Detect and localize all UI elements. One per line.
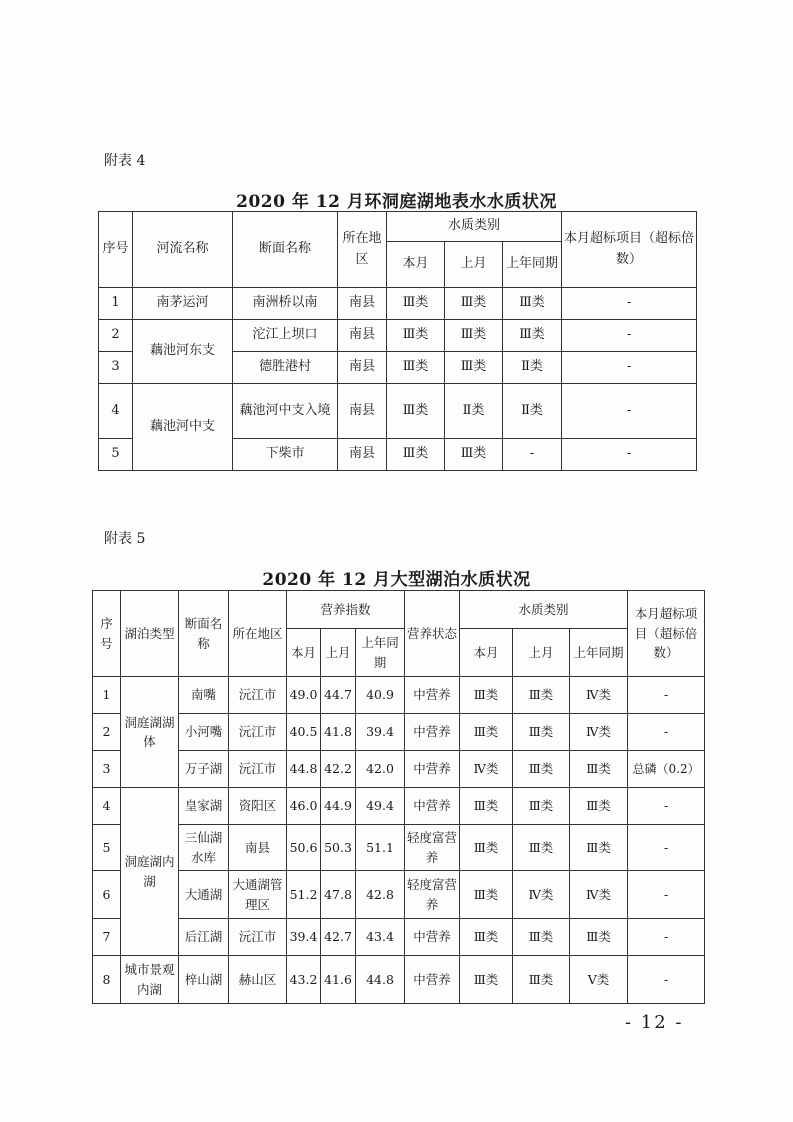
region-cell: 南县 [229, 825, 287, 871]
last-year-cell: Ⅱ类 [503, 352, 562, 384]
this-month-cell: Ⅲ类 [387, 288, 445, 320]
ti-this-cell: 40.5 [287, 714, 321, 751]
table-row [93, 751, 705, 788]
ti-year-cell: 40.9 [356, 677, 405, 714]
ti-last-cell: 41.8 [321, 714, 356, 751]
last-month-cell: Ⅲ类 [445, 288, 503, 320]
state-cell: 中营养 [405, 751, 460, 788]
header-trophic-index: 营养指数 [287, 591, 405, 629]
header-exceed: 本月超标项目（超标倍数） [562, 212, 697, 288]
q-last-cell: Ⅲ类 [513, 677, 570, 714]
state-cell: 轻度富营养 [405, 871, 460, 919]
section-cell: 沱江上坝口 [233, 320, 338, 352]
seq-cell: 1 [93, 677, 121, 714]
region-cell: 大通湖管理区 [229, 871, 287, 919]
q-this-cell: Ⅲ类 [460, 788, 513, 825]
q-this-cell: Ⅲ类 [460, 825, 513, 871]
section-cell: 皇家湖 [179, 788, 229, 825]
q-this-cell: Ⅲ类 [460, 956, 513, 1004]
section-cell: 小河嘴 [179, 714, 229, 751]
ti-this-cell: 39.4 [287, 919, 321, 956]
exceed-cell: - [628, 677, 705, 714]
section-cell: 藕池河中支入境 [233, 384, 338, 439]
q-year-cell: Ⅲ类 [570, 919, 628, 956]
seq-cell: 5 [99, 439, 133, 471]
table5-title: 2020 年 12 月大型湖泊水质状况 [262, 570, 531, 590]
state-cell: 中营养 [405, 919, 460, 956]
region-cell: 沅江市 [229, 919, 287, 956]
last-year-cell: Ⅲ类 [503, 288, 562, 320]
region-cell: 南县 [338, 288, 387, 320]
exceed-cell: - [562, 439, 697, 471]
q-last-cell: Ⅲ类 [513, 956, 570, 1004]
last-month-cell: Ⅲ类 [445, 439, 503, 471]
q-year-cell: Ⅳ类 [570, 714, 628, 751]
q-year-cell: Ⅲ类 [570, 788, 628, 825]
q-this-cell: Ⅲ类 [460, 871, 513, 919]
header-ti-this-month: 本月 [287, 629, 321, 677]
section-cell: 大通湖 [179, 871, 229, 919]
ti-last-cell: 47.8 [321, 871, 356, 919]
ti-this-cell: 50.6 [287, 825, 321, 871]
seq-cell: 3 [93, 751, 121, 788]
exceed-cell: - [562, 320, 697, 352]
ti-last-cell: 42.7 [321, 919, 356, 956]
last-month-cell: Ⅱ类 [445, 384, 503, 439]
region-cell: 南县 [338, 320, 387, 352]
exceed-cell: - [628, 919, 705, 956]
table5-header-row [93, 591, 705, 629]
ti-year-cell: 51.1 [356, 825, 405, 871]
q-last-cell: Ⅲ类 [513, 825, 570, 871]
q-last-cell: Ⅳ类 [513, 871, 570, 919]
ti-this-cell: 43.2 [287, 956, 321, 1004]
header-river: 河流名称 [133, 212, 233, 288]
region-cell: 沅江市 [229, 751, 287, 788]
header-q-last-month: 上月 [513, 629, 570, 677]
seq-cell: 2 [99, 320, 133, 352]
q-this-cell: Ⅲ类 [460, 677, 513, 714]
table-row [93, 871, 705, 919]
last-year-cell: Ⅱ类 [503, 384, 562, 439]
last-month-cell: Ⅲ类 [445, 352, 503, 384]
header-ti-last-year: 上年同期 [356, 629, 405, 677]
ti-this-cell: 51.2 [287, 871, 321, 919]
q-year-cell: Ⅳ类 [570, 677, 628, 714]
table-row [93, 677, 705, 714]
table5-label: 附表 5 [104, 531, 146, 547]
table-row [99, 288, 697, 320]
seq-cell: 7 [93, 919, 121, 956]
ti-this-cell: 44.8 [287, 751, 321, 788]
table-row [93, 788, 705, 825]
q-this-cell: Ⅲ类 [460, 714, 513, 751]
ti-this-cell: 46.0 [287, 788, 321, 825]
ti-last-cell: 44.7 [321, 677, 356, 714]
header-seq: 序号 [93, 591, 121, 677]
section-cell: 下柴市 [233, 439, 338, 471]
table-row [99, 320, 697, 352]
header-region: 所在地区 [229, 591, 287, 677]
header-region: 所在地区 [338, 212, 387, 288]
ti-last-cell: 42.2 [321, 751, 356, 788]
header-this-month: 本月 [387, 242, 445, 288]
exceed-cell: - [562, 384, 697, 439]
exceed-cell: 总磷（0.2） [628, 751, 705, 788]
last-year-cell: - [503, 439, 562, 471]
region-cell: 南县 [338, 352, 387, 384]
ti-year-cell: 39.4 [356, 714, 405, 751]
ti-year-cell: 42.8 [356, 871, 405, 919]
ti-year-cell: 42.0 [356, 751, 405, 788]
this-month-cell: Ⅲ类 [387, 352, 445, 384]
this-month-cell: Ⅲ类 [387, 439, 445, 471]
this-month-cell: Ⅲ类 [387, 320, 445, 352]
seq-cell: 4 [99, 384, 133, 439]
table4-title: 2020 年 12 月环洞庭湖地表水水质状况 [236, 192, 557, 212]
exceed-cell: - [562, 352, 697, 384]
header-section: 断面名称 [179, 591, 229, 677]
ti-year-cell: 44.8 [356, 956, 405, 1004]
header-ti-last-month: 上月 [321, 629, 356, 677]
state-cell: 轻度富营养 [405, 825, 460, 871]
region-cell: 沅江市 [229, 677, 287, 714]
section-cell: 梓山湖 [179, 956, 229, 1004]
exceed-cell: - [628, 871, 705, 919]
q-last-cell: Ⅲ类 [513, 714, 570, 751]
seq-cell: 5 [93, 825, 121, 871]
section-cell: 南嘴 [179, 677, 229, 714]
q-last-cell: Ⅲ类 [513, 788, 570, 825]
seq-cell: 3 [99, 352, 133, 384]
table-row [99, 384, 697, 439]
q-year-cell: Ⅳ类 [570, 871, 628, 919]
header-section: 断面名称 [233, 212, 338, 288]
lake-type-cell: 洞庭湖湖体 [121, 677, 179, 788]
section-cell: 三仙湖水库 [179, 825, 229, 871]
region-cell: 南县 [338, 439, 387, 471]
ti-last-cell: 44.9 [321, 788, 356, 825]
this-month-cell: Ⅲ类 [387, 384, 445, 439]
seq-cell: 2 [93, 714, 121, 751]
header-quality: 水质类别 [387, 212, 562, 242]
section-cell: 德胜港村 [233, 352, 338, 384]
header-last-month: 上月 [445, 242, 503, 288]
region-cell: 沅江市 [229, 714, 287, 751]
page-number: - 12 - [625, 1012, 684, 1033]
q-this-cell: Ⅲ类 [460, 919, 513, 956]
region-cell: 资阳区 [229, 788, 287, 825]
table-row [93, 919, 705, 956]
header-quality: 水质类别 [460, 591, 628, 629]
river-cell: 藕池河东支 [133, 320, 233, 384]
section-cell: 万子湖 [179, 751, 229, 788]
seq-cell: 6 [93, 871, 121, 919]
seq-cell: 1 [99, 288, 133, 320]
state-cell: 中营养 [405, 677, 460, 714]
header-trophic-state: 营养状态 [405, 591, 460, 677]
q-year-cell: Ⅲ类 [570, 751, 628, 788]
region-cell: 南县 [338, 384, 387, 439]
header-q-last-year: 上年同期 [570, 629, 628, 677]
ti-year-cell: 49.4 [356, 788, 405, 825]
q-this-cell: Ⅳ类 [460, 751, 513, 788]
river-cell: 藕池河中支 [133, 384, 233, 471]
ti-last-cell: 41.6 [321, 956, 356, 1004]
ti-this-cell: 49.0 [287, 677, 321, 714]
last-month-cell: Ⅲ类 [445, 320, 503, 352]
exceed-cell: - [628, 788, 705, 825]
exceed-cell: - [628, 825, 705, 871]
table-row [93, 956, 705, 1004]
ti-year-cell: 43.4 [356, 919, 405, 956]
header-lake-type: 湖泊类型 [121, 591, 179, 677]
state-cell: 中营养 [405, 714, 460, 751]
lake-type-cell: 洞庭湖内湖 [121, 788, 179, 956]
q-year-cell: Ⅲ类 [570, 825, 628, 871]
header-q-this-month: 本月 [460, 629, 513, 677]
table4-header-row [99, 212, 697, 242]
section-cell: 后江湖 [179, 919, 229, 956]
header-last-year: 上年同期 [503, 242, 562, 288]
seq-cell: 8 [93, 956, 121, 1004]
river-cell: 南茅运河 [133, 288, 233, 320]
q-last-cell: Ⅲ类 [513, 751, 570, 788]
exceed-cell: - [562, 288, 697, 320]
ti-last-cell: 50.3 [321, 825, 356, 871]
q-last-cell: Ⅲ类 [513, 919, 570, 956]
table-row [93, 714, 705, 751]
state-cell: 中营养 [405, 956, 460, 1004]
table4 [98, 211, 697, 471]
state-cell: 中营养 [405, 788, 460, 825]
q-year-cell: Ⅴ类 [570, 956, 628, 1004]
header-exceed: 本月超标项目（超标倍数） [628, 591, 705, 677]
table4-label: 附表 4 [104, 153, 146, 169]
header-seq: 序号 [99, 212, 133, 288]
seq-cell: 4 [93, 788, 121, 825]
exceed-cell: - [628, 956, 705, 1004]
table5 [92, 590, 705, 1004]
region-cell: 赫山区 [229, 956, 287, 1004]
last-year-cell: Ⅲ类 [503, 320, 562, 352]
section-cell: 南洲桥以南 [233, 288, 338, 320]
exceed-cell: - [628, 714, 705, 751]
lake-type-cell: 城市景观内湖 [121, 956, 179, 1004]
table-row [93, 825, 705, 871]
